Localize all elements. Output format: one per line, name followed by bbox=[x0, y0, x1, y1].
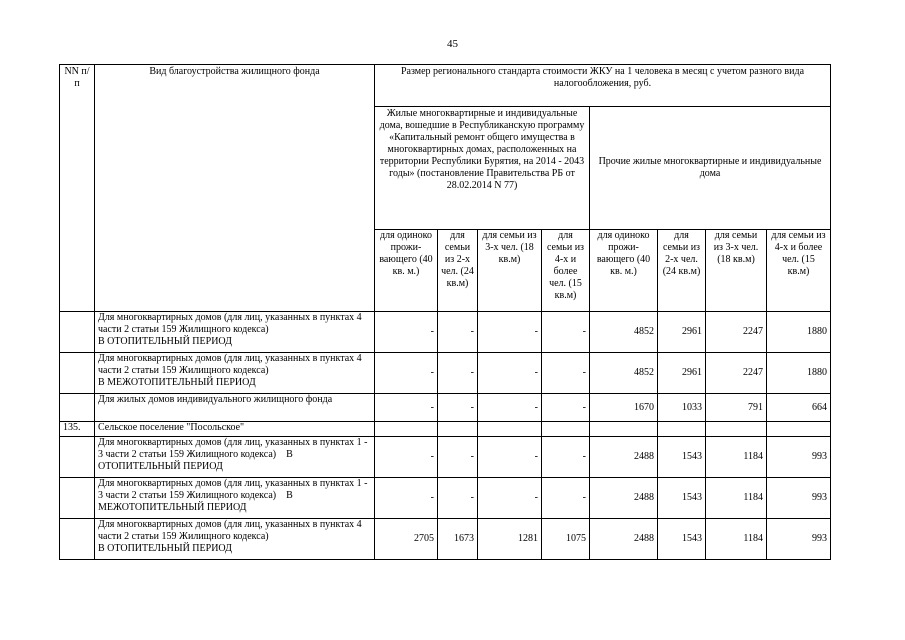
row-desc-main: Для многоквартирных домов (для лиц, указанных в пунктах 4 части 2 статьи 159 Жилищного кодекса) bbox=[98, 353, 362, 376]
row-number bbox=[60, 312, 95, 353]
value-cell: 1880 bbox=[767, 353, 831, 394]
row-description bbox=[95, 353, 375, 394]
value-cell: 1281 bbox=[478, 519, 542, 560]
value-cell: 2705 bbox=[375, 519, 438, 560]
value-cell: - bbox=[542, 353, 590, 394]
row-desc-main: Для многоквартирных домов (для лиц, указанных в пунктах 4 части 2 статьи 159 Жилищного кодекса) bbox=[98, 519, 362, 542]
value-cell bbox=[542, 422, 590, 437]
value-cell: 993 bbox=[767, 437, 831, 478]
value-cell: 1673 bbox=[438, 519, 478, 560]
value-cell: 1033 bbox=[658, 394, 706, 422]
subheader-cell: для семьи из 3-х чел. (18 кв.м) bbox=[706, 230, 767, 312]
value-cell: - bbox=[375, 437, 438, 478]
row-number bbox=[60, 437, 95, 478]
value-cell bbox=[375, 422, 438, 437]
value-cell bbox=[478, 422, 542, 437]
value-cell: - bbox=[478, 394, 542, 422]
subheader-cell: для одиноко прожи-вающего (40 кв. м.) bbox=[590, 230, 658, 312]
subheader-cell: для семьи из 4-х и более чел. (15 кв.м) bbox=[767, 230, 831, 312]
value-cell: - bbox=[542, 394, 590, 422]
value-cell: 2247 bbox=[706, 312, 767, 353]
row-description bbox=[95, 519, 375, 560]
value-cell bbox=[767, 422, 831, 437]
subheader-cell: для семьи из 2-х чел. (24 кв.м) bbox=[658, 230, 706, 312]
table-row bbox=[60, 478, 831, 519]
row-desc-period: В МЕЖОТОПИТЕЛЬНЫЙ ПЕРИОД bbox=[98, 490, 293, 513]
value-cell: 1670 bbox=[590, 394, 658, 422]
row-desc-period: В МЕЖОТОПИТЕЛЬНЫЙ ПЕРИОД bbox=[98, 377, 256, 388]
table-row-section bbox=[60, 422, 831, 437]
page-number: 45 bbox=[447, 38, 458, 50]
row-number bbox=[60, 353, 95, 394]
row-number bbox=[60, 394, 95, 422]
value-cell: 2488 bbox=[590, 437, 658, 478]
value-cell: - bbox=[478, 312, 542, 353]
row-desc-period: В ОТОПИТЕЛЬНЫЙ ПЕРИОД bbox=[98, 336, 232, 347]
row-desc-main: Для многоквартирных домов (для лиц, указанных в пунктах 4 части 2 статьи 159 Жилищного кодекса) bbox=[98, 312, 362, 335]
subheader-cell: для семьи из 4-х и более чел. (15 кв.м) bbox=[542, 230, 590, 312]
row-desc-main: Для жилых домов индивидуального жилищного фонда bbox=[98, 394, 333, 405]
value-cell: 4852 bbox=[590, 353, 658, 394]
row-desc-main: Для многоквартирных домов (для лиц, указанных в пунктах 1 - 3 части 2 статьи 159 Жилищного кодекса) bbox=[98, 437, 368, 460]
value-cell: - bbox=[542, 437, 590, 478]
value-cell: 2247 bbox=[706, 353, 767, 394]
value-cell: 1543 bbox=[658, 437, 706, 478]
value-cell: 4852 bbox=[590, 312, 658, 353]
value-cell: 1543 bbox=[658, 519, 706, 560]
subheader-cell: для одиноко прожи-вающего (40 кв. м.) bbox=[375, 230, 438, 312]
value-cell: - bbox=[375, 353, 438, 394]
header-row-1 bbox=[60, 65, 831, 107]
tariff-table bbox=[59, 64, 831, 560]
value-cell bbox=[590, 422, 658, 437]
value-cell: 2488 bbox=[590, 478, 658, 519]
value-cell: - bbox=[375, 394, 438, 422]
subheader-cell: для семьи из 3-х чел. (18 кв.м) bbox=[478, 230, 542, 312]
table-row bbox=[60, 394, 831, 422]
row-desc-main: Сельское поселение "Посольское" bbox=[98, 422, 245, 433]
table-row bbox=[60, 519, 831, 560]
header-num: NN п/п bbox=[60, 65, 95, 312]
header-group-other: Прочие жилые многоквартирные и индивидуальные дома bbox=[590, 107, 831, 230]
row-description bbox=[95, 312, 375, 353]
value-cell: 1543 bbox=[658, 478, 706, 519]
value-cell: 1184 bbox=[706, 478, 767, 519]
table-row bbox=[60, 312, 831, 353]
value-cell: 1184 bbox=[706, 519, 767, 560]
value-cell: 791 bbox=[706, 394, 767, 422]
value-cell: 993 bbox=[767, 478, 831, 519]
value-cell: 1184 bbox=[706, 437, 767, 478]
value-cell: 2961 bbox=[658, 312, 706, 353]
subheader-cell: для семьи из 2-х чел. (24 кв.м) bbox=[438, 230, 478, 312]
row-description bbox=[95, 422, 375, 437]
value-cell: 993 bbox=[767, 519, 831, 560]
row-desc-period: В ОТОПИТЕЛЬНЫЙ ПЕРИОД bbox=[98, 449, 293, 472]
header-type: Вид благоустройства жилищного фонда bbox=[95, 65, 375, 312]
value-cell: - bbox=[438, 478, 478, 519]
row-description bbox=[95, 394, 375, 422]
value-cell: 2961 bbox=[658, 353, 706, 394]
value-cell: - bbox=[438, 437, 478, 478]
value-cell: 1075 bbox=[542, 519, 590, 560]
value-cell: - bbox=[438, 394, 478, 422]
value-cell: - bbox=[375, 478, 438, 519]
value-cell: - bbox=[438, 312, 478, 353]
value-cell: - bbox=[375, 312, 438, 353]
table-row bbox=[60, 437, 831, 478]
row-desc-period: В ОТОПИТЕЛЬНЫЙ ПЕРИОД bbox=[98, 543, 232, 554]
table-row bbox=[60, 353, 831, 394]
value-cell: 2488 bbox=[590, 519, 658, 560]
value-cell: 1880 bbox=[767, 312, 831, 353]
header-group-capital-repair: Жилые многоквартирные и индивидуальные дома, вошедшие в Республиканскую программу «Капитальный ремонт общего имущества в многоквартирных домах, расположенных на территории Республики Бурятия, на 2014 - 2043 годы» (постановление Правительства РБ от 28.02.2014 N 77) bbox=[375, 107, 590, 230]
row-number bbox=[60, 519, 95, 560]
value-cell bbox=[438, 422, 478, 437]
value-cell bbox=[706, 422, 767, 437]
value-cell bbox=[658, 422, 706, 437]
row-description bbox=[95, 437, 375, 478]
value-cell: - bbox=[478, 437, 542, 478]
value-cell: 664 bbox=[767, 394, 831, 422]
value-cell: - bbox=[438, 353, 478, 394]
row-number: 135. bbox=[60, 422, 95, 437]
value-cell: - bbox=[542, 312, 590, 353]
header-size: Размер регионального стандарта стоимости ЖКУ на 1 человека в месяц с учетом разного вида налогообложения, руб. bbox=[375, 65, 831, 107]
row-number bbox=[60, 478, 95, 519]
value-cell: - bbox=[478, 478, 542, 519]
value-cell: - bbox=[478, 353, 542, 394]
row-description bbox=[95, 478, 375, 519]
row-desc-main: Для многоквартирных домов (для лиц, указанных в пунктах 1 - 3 части 2 статьи 159 Жилищного кодекса) bbox=[98, 478, 368, 501]
value-cell: - bbox=[542, 478, 590, 519]
